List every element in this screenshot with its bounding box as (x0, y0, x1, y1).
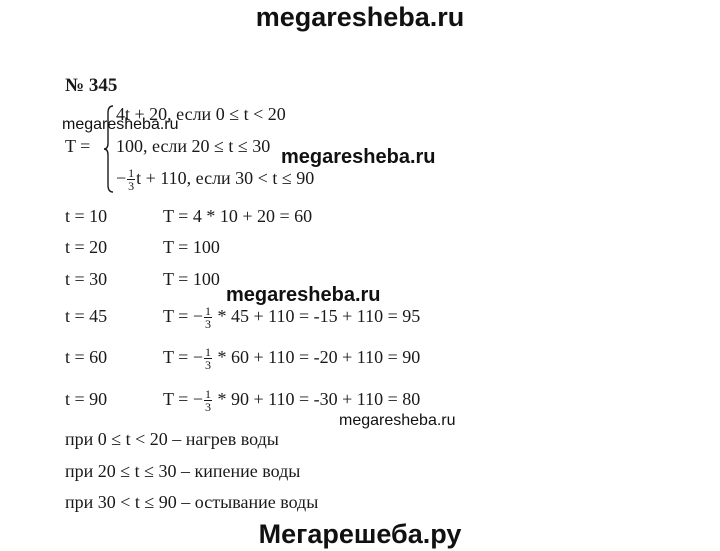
case-3-sign: − (116, 168, 127, 188)
row-6-numerator: 1 (204, 387, 211, 402)
row-5-fraction (204, 346, 212, 371)
case-2: 100, если 20 ≤ t ≤ 30 (116, 136, 271, 156)
watermark-top: megaresheba.ru (255, 2, 465, 32)
row-2-t: t = 20 (65, 237, 108, 257)
row-2-expr: T = 100 (163, 237, 220, 257)
row-4-expr (163, 305, 420, 330)
case-3-rest: t + 110, если 30 < t ≤ 90 (136, 168, 315, 188)
row-6-expr (163, 388, 420, 413)
watermark-small-1: megaresheba.ru (62, 116, 179, 133)
row-1-expr: T = 4 * 10 + 20 = 60 (163, 206, 313, 226)
conclusion-cooling: при 30 < t ≤ 90 – остывание воды (65, 492, 319, 512)
row-6-post: * 90 + 110 = -30 + 110 = 80 (217, 389, 421, 409)
row-5-post: * 60 + 110 = -20 + 110 = 90 (217, 347, 421, 367)
conclusion-boiling: при 20 ≤ t ≤ 30 – кипение воды (65, 461, 301, 481)
row-6-t: t = 90 (65, 389, 108, 409)
row-6-denominator: 3 (204, 400, 211, 415)
row-6-fraction (204, 388, 212, 413)
watermark-small-2: megaresheba.ru (281, 146, 436, 168)
problem-number: № 345 (65, 75, 118, 96)
row-6-pre: T = − (163, 389, 203, 409)
row-4-denominator: 3 (204, 317, 211, 332)
row-5-numerator: 1 (204, 345, 211, 360)
row-4-t: t = 45 (65, 306, 108, 326)
row-4-fraction (204, 305, 212, 330)
row-4-pre: T = − (163, 306, 203, 326)
watermark-small-4: megaresheba.ru (339, 412, 456, 429)
case-3-denominator: 3 (128, 179, 135, 194)
watermark-bottom: Мегарешеба.ру (258, 519, 462, 549)
row-3-t: t = 30 (65, 269, 108, 289)
case-1: 4t + 20, если 0 ≤ t < 20 (116, 104, 286, 124)
row-4-numerator: 1 (204, 304, 211, 319)
case-3-fraction (127, 167, 135, 192)
case-3-numerator: 1 (128, 166, 135, 181)
row-5-pre: T = − (163, 347, 203, 367)
row-5-expr (163, 346, 420, 371)
watermark-small-3: megaresheba.ru (226, 284, 381, 306)
row-3-expr: T = 100 (163, 269, 220, 289)
conclusion-heating: при 0 ≤ t < 20 – нагрев воды (65, 429, 279, 449)
row-5-denominator: 3 (204, 358, 211, 373)
row-1-t: t = 10 (65, 206, 108, 226)
row-5-t: t = 60 (65, 347, 108, 367)
row-4-post: * 45 + 110 = -15 + 110 = 95 (217, 306, 421, 326)
piecewise-lhs: T = (65, 136, 91, 156)
case-3 (116, 167, 314, 192)
